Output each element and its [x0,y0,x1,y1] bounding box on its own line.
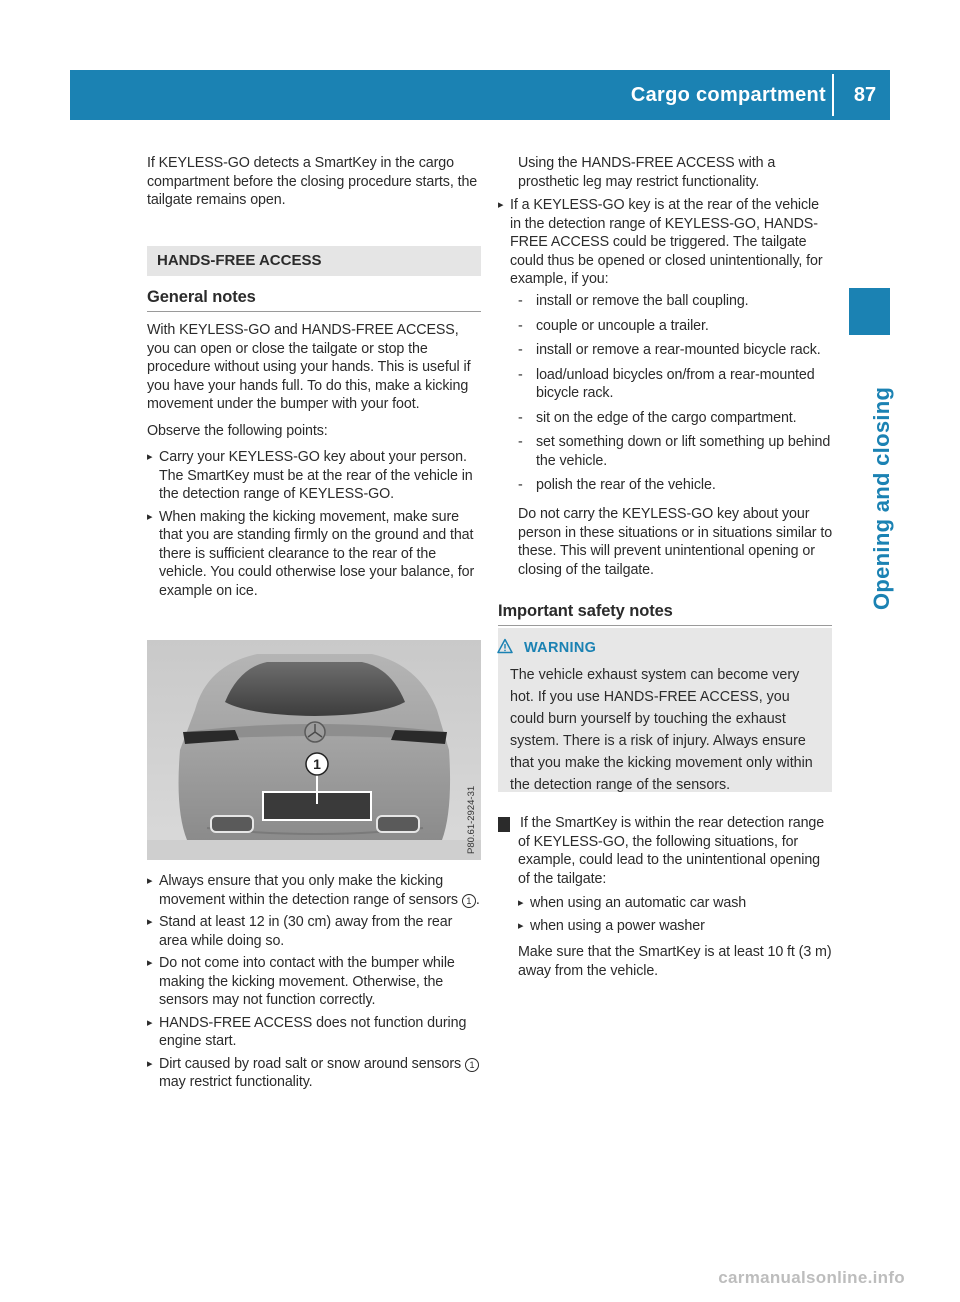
distance-paragraph: Make sure that the SmartKey is at least 10 ft (3 m) away from the vehicle. [518,944,832,979]
sensor-ref: 1 [465,1058,479,1072]
points-list [147,448,481,600]
list-item: ▸ Do not come into contact with the bumper while making the kicking movement. Otherwise, the sensors may not function correctly. [147,954,481,1010]
situations-list [508,292,834,495]
heading-rule [147,311,481,312]
list-item: ▸ Stand at least 12 in (30 cm) away from the rear area while doing so. [147,913,481,950]
section-box-title: HANDS-FREE ACCESS [157,252,322,269]
side-tab-label: Opening and closing [869,386,894,610]
list-item: ▸ If a KEYLESS-GO key is at the rear of the vehicle in the detection range of KEYLESS-GO, HANDS-FREE ACCESS could be triggered. The tailgate could thus be opened or closed unintentionally, for example, if you: [498,196,832,289]
list-item: ▸ Carry your KEYLESS-GO key about your person. The SmartKey must be at the rear of the vehicle in the detection range of KEYLESS-GO. [147,448,481,504]
section-box [147,246,481,276]
right-cont [518,154,834,199]
left-lower-bullets [147,872,481,1100]
list-item: - install or remove a rear-mounted bicycle rack. [518,341,834,360]
prosthetic-paragraph: Using the HANDS-FREE ACCESS with a prosthetic leg may restrict functionality. [518,155,776,190]
list-item: - install or remove the ball coupling. [518,292,834,311]
right-top [498,196,832,297]
left-intro [147,154,481,218]
warning-box [498,628,832,792]
list-item: - sit on the edge of the cargo compartment. [518,409,834,428]
warning-text: The vehicle exhaust system can become very hot. If you use HANDS-FREE ACCESS, you could burn yourself by touching the exhaust system. There is a risk of injury. Always ensure that you make the kicking movement only within the detection range of the sensors. [510,667,813,793]
note-list [518,894,834,935]
list-item: ▸ HANDS-FREE ACCESS does not function during engine start. [147,1014,481,1051]
sensor-ref: 1 [462,894,476,908]
general-notes-paragraph: With KEYLESS-GO and HANDS-FREE ACCESS, you can open or close the tailgate or stop the procedure without using your hands. This is useful if you have your hands full. To do this, make a kicking movement under the bumper with your foot. [147,322,471,412]
general-notes-body [147,321,481,608]
intro-paragraph: If KEYLESS-GO detects a SmartKey in the cargo compartment before the closing procedure starts, the tailgate remains open. [147,155,478,208]
page-number: 87 [853,84,877,106]
figure-code: P80.61-2924-31 [466,785,477,854]
kicking-list [147,872,481,1092]
right-after [518,505,834,587]
page-title: Cargo compartment [630,84,826,106]
warning-triangle-icon [497,638,513,654]
safety-heading-wrap [498,602,832,621]
list-item: ▸ Always ensure that you only make the kicking movement within the detection range of sensors 1 . [147,872,481,909]
car-rear-illustration [147,640,481,860]
list-item: ▸ When making the kicking movement, make sure that you are standing firmly on the ground and that there is sufficient clearance to the rear of the vehicle. You could otherwise lose your balance, for example on ice. [147,508,481,601]
general-notes-heading-wrap [147,288,481,307]
watermark: carmanualsonline.info [718,1268,905,1287]
list-item: - set something down or lift something up behind the vehicle. [518,433,834,470]
sensor-callout: 1 [313,756,321,772]
list-item: ▸ when using a power washer [518,917,834,936]
general-notes-heading: General notes [147,288,256,306]
list-item: - couple or uncouple a trailer. [518,317,834,336]
note-list-wrap [518,894,834,988]
note-block [492,814,832,896]
trigger-list [498,196,832,289]
heading-rule [498,625,832,626]
warning-title: WARNING [524,640,597,656]
list-item: - load/unload bicycles on/from a rear-mounted bicycle rack. [518,366,834,403]
prevent-paragraph: Do not carry the KEYLESS-GO key about your person in these situations or in situations similar to these. This will prevent unintentional opening or closing of the tailgate. [518,506,833,578]
list-item: ▸ when using an automatic car wash [518,894,834,913]
list-item: ▸ Dirt caused by road salt or snow around sensors 1 may restrict functionality. [147,1055,481,1092]
header-divider [832,74,834,116]
right-dashes [508,292,834,501]
observe-paragraph: Observe the following points: [147,422,328,439]
car-rear-figure [147,640,481,860]
note-exclamation-icon: ! [498,817,510,832]
note-paragraph: ! If the SmartKey is within the rear detection range of KEYLESS-GO, the following situations, for example, could lead to the unintentional opening of the tailgate: [492,815,825,887]
list-item: - polish the rear of the vehicle. [518,476,834,495]
safety-notes-heading: Important safety notes [498,602,673,620]
